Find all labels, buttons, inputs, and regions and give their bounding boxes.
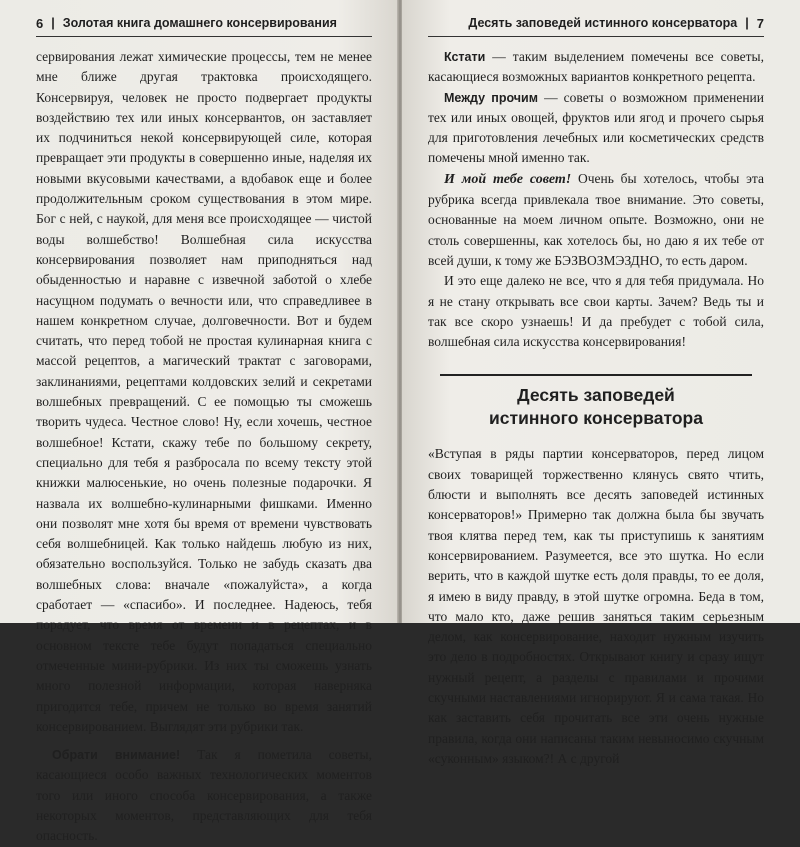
right-page (402, 0, 800, 766)
left-body-text (36, 47, 372, 847)
left-running-head-title: Золотая книга домашнего консервирования (62, 16, 337, 30)
section-paragraph: «Вступая в ряды партии консерваторов, перед лицом своих товарищей торжественно клянусь свято чтить, блюсти и выполнять все десять заповедей истинных консерваторов!» Примерно так должна была бы звучать твоя клятва перед тем, как ты приступишь к занятиям консервированием. Разумеется, все это шутка. Но если верить, что в каждой шутке есть доля правды, то ее доля, я имею в виду правду, в этой шутке огромна. Беда в том, что мало кто, даже решив заняться таким серьезным делом, как консервирование, находит нужным изучить это дело в подробностях. Открывают книгу и сразу ищут нужный рецепт, а разделы с правилами и прочими скучными наставлениями игнорируют. Я и сама такая. Но как заставить себя прочитать все эти очень нужные правила, когда они написаны таким невыносимо скучным «суконным» языком?! А с другой (428, 446, 764, 766)
section-rule (440, 374, 752, 376)
rubric-mezhdu-prochim (428, 88, 764, 169)
left-page-number: 6 (36, 15, 44, 31)
section-body-text (428, 444, 764, 769)
rubric-text: — советы о возможном применении тех или иных овощей, фруктов или ягод и прочего сырья для приготовления лечебных или косметических средств помечены мной именно так. (428, 89, 764, 166)
section-title-line2: истинного консерватора (489, 408, 703, 429)
closing-paragraph: И это еще далеко не все, что я для тебя придумала. Но я не стану открывать все свои карты. Зачем? Ведь ты и так все скоро узнаешь! И да пребудет с тобой сила, волшебная сила искусства консервирования! (428, 273, 764, 350)
right-page-number: 7 (756, 15, 764, 31)
note-rubric (36, 745, 372, 846)
rubric-tag: Кстати (444, 50, 486, 64)
note-text: Так я пометила советы, касающиеся особо важных технологических моментов того или иного способа консервирования, а также некоторых моментов, представляющих для тебя опасность. (36, 747, 372, 844)
note-tag: Обрати внимание! (52, 748, 181, 763)
rubric-tag: Между прочим (444, 90, 538, 105)
left-paragraph: сервирования лежат химические процессы, тем не менее мне ближе другая трактовка происходящего. Консервируя, человек не просто подвергает продукты воздействию тех или иных консервантов, он заставляет их подчиниться некой консервирующей силе, которая превращает эти продукты в совершенно иные, наделяя их новыми вкусовыми качествами, а вдобавок еще и более продолжительным сроком существования в этом мире. Бог с ней, с наукой, для меня все происходящее — чистой воды волшебство! Волшебная сила искусства консервирования позволяет нам приподняться над обыденностью и наравне с извечной заботой о хлебе насущном подумать о вечности или, что справедливее в нашем конкретном случае, долговечности. Вот и будем считать, что перед тобой не простая кулинарная книга с массой рецептов, а магический трактат с заговорами, заклинаниями, рецептами колдовских зелий и секретами волшебных превращений. С ее помощью ты сможешь творить чудеса. Честное слово! Ну, если хочешь, честное волшебное! Кстати, скажу тебе по большому секрету, специально для тебя я разбросала по всему тексту этой книжки малюсенькие, но очень полезные подарочки. Я назвала их волшебно-кулинарными фишками. Именно они позволят мне хотя бы время от времени чувствовать себя волшебницей. Как только найдешь любую из них, обязательно воспользуйся. Только не забудь сказать два волшебных слова: вначале «пожалуйста», а когда сработает — «спасибо». И последнее. Надеюсь, тебя порадует, что время от времени и в рецептах, и в основном тексте тебе будут попадаться специально отмеченные мини-рубрики. Из них ты сможешь узнать много полезной информации, которая наверняка пригодится тебе, причем не только во время занятий консервированием. Выглядят эти рубрики так. (36, 49, 372, 734)
right-running-head-title: Десять заповедей истинного консерватора (468, 16, 738, 30)
header-separator: | (51, 16, 55, 30)
left-running-head (36, 14, 372, 32)
rubric-kstati (428, 47, 764, 88)
right-body-text (428, 47, 764, 352)
header-rule (428, 36, 764, 37)
header-rule (36, 36, 372, 37)
rubric-tag: И мой тебе совет! (444, 171, 572, 187)
rubric-text: Очень бы хотелось, чтобы эта рубрика всегда привлекала твое внимание. Это советы, основанные на моем личном опыте. Возможно, они не столь совершенны, как хотелось бы, но даю я их тебе от всей души, к тому же БЭЗВОЗМЭЗДНО, то есть даром. (428, 170, 764, 268)
rubric-sovet (428, 169, 764, 271)
section-title-line1: Десять заповедей (517, 385, 675, 406)
header-separator: | (745, 16, 749, 30)
right-running-head (428, 14, 764, 32)
section-title (428, 384, 764, 430)
left-page (0, 0, 398, 844)
rubric-text: — таким выделением помечены все советы, касающиеся возможных вариантов конкретного рецепта. (428, 49, 764, 85)
